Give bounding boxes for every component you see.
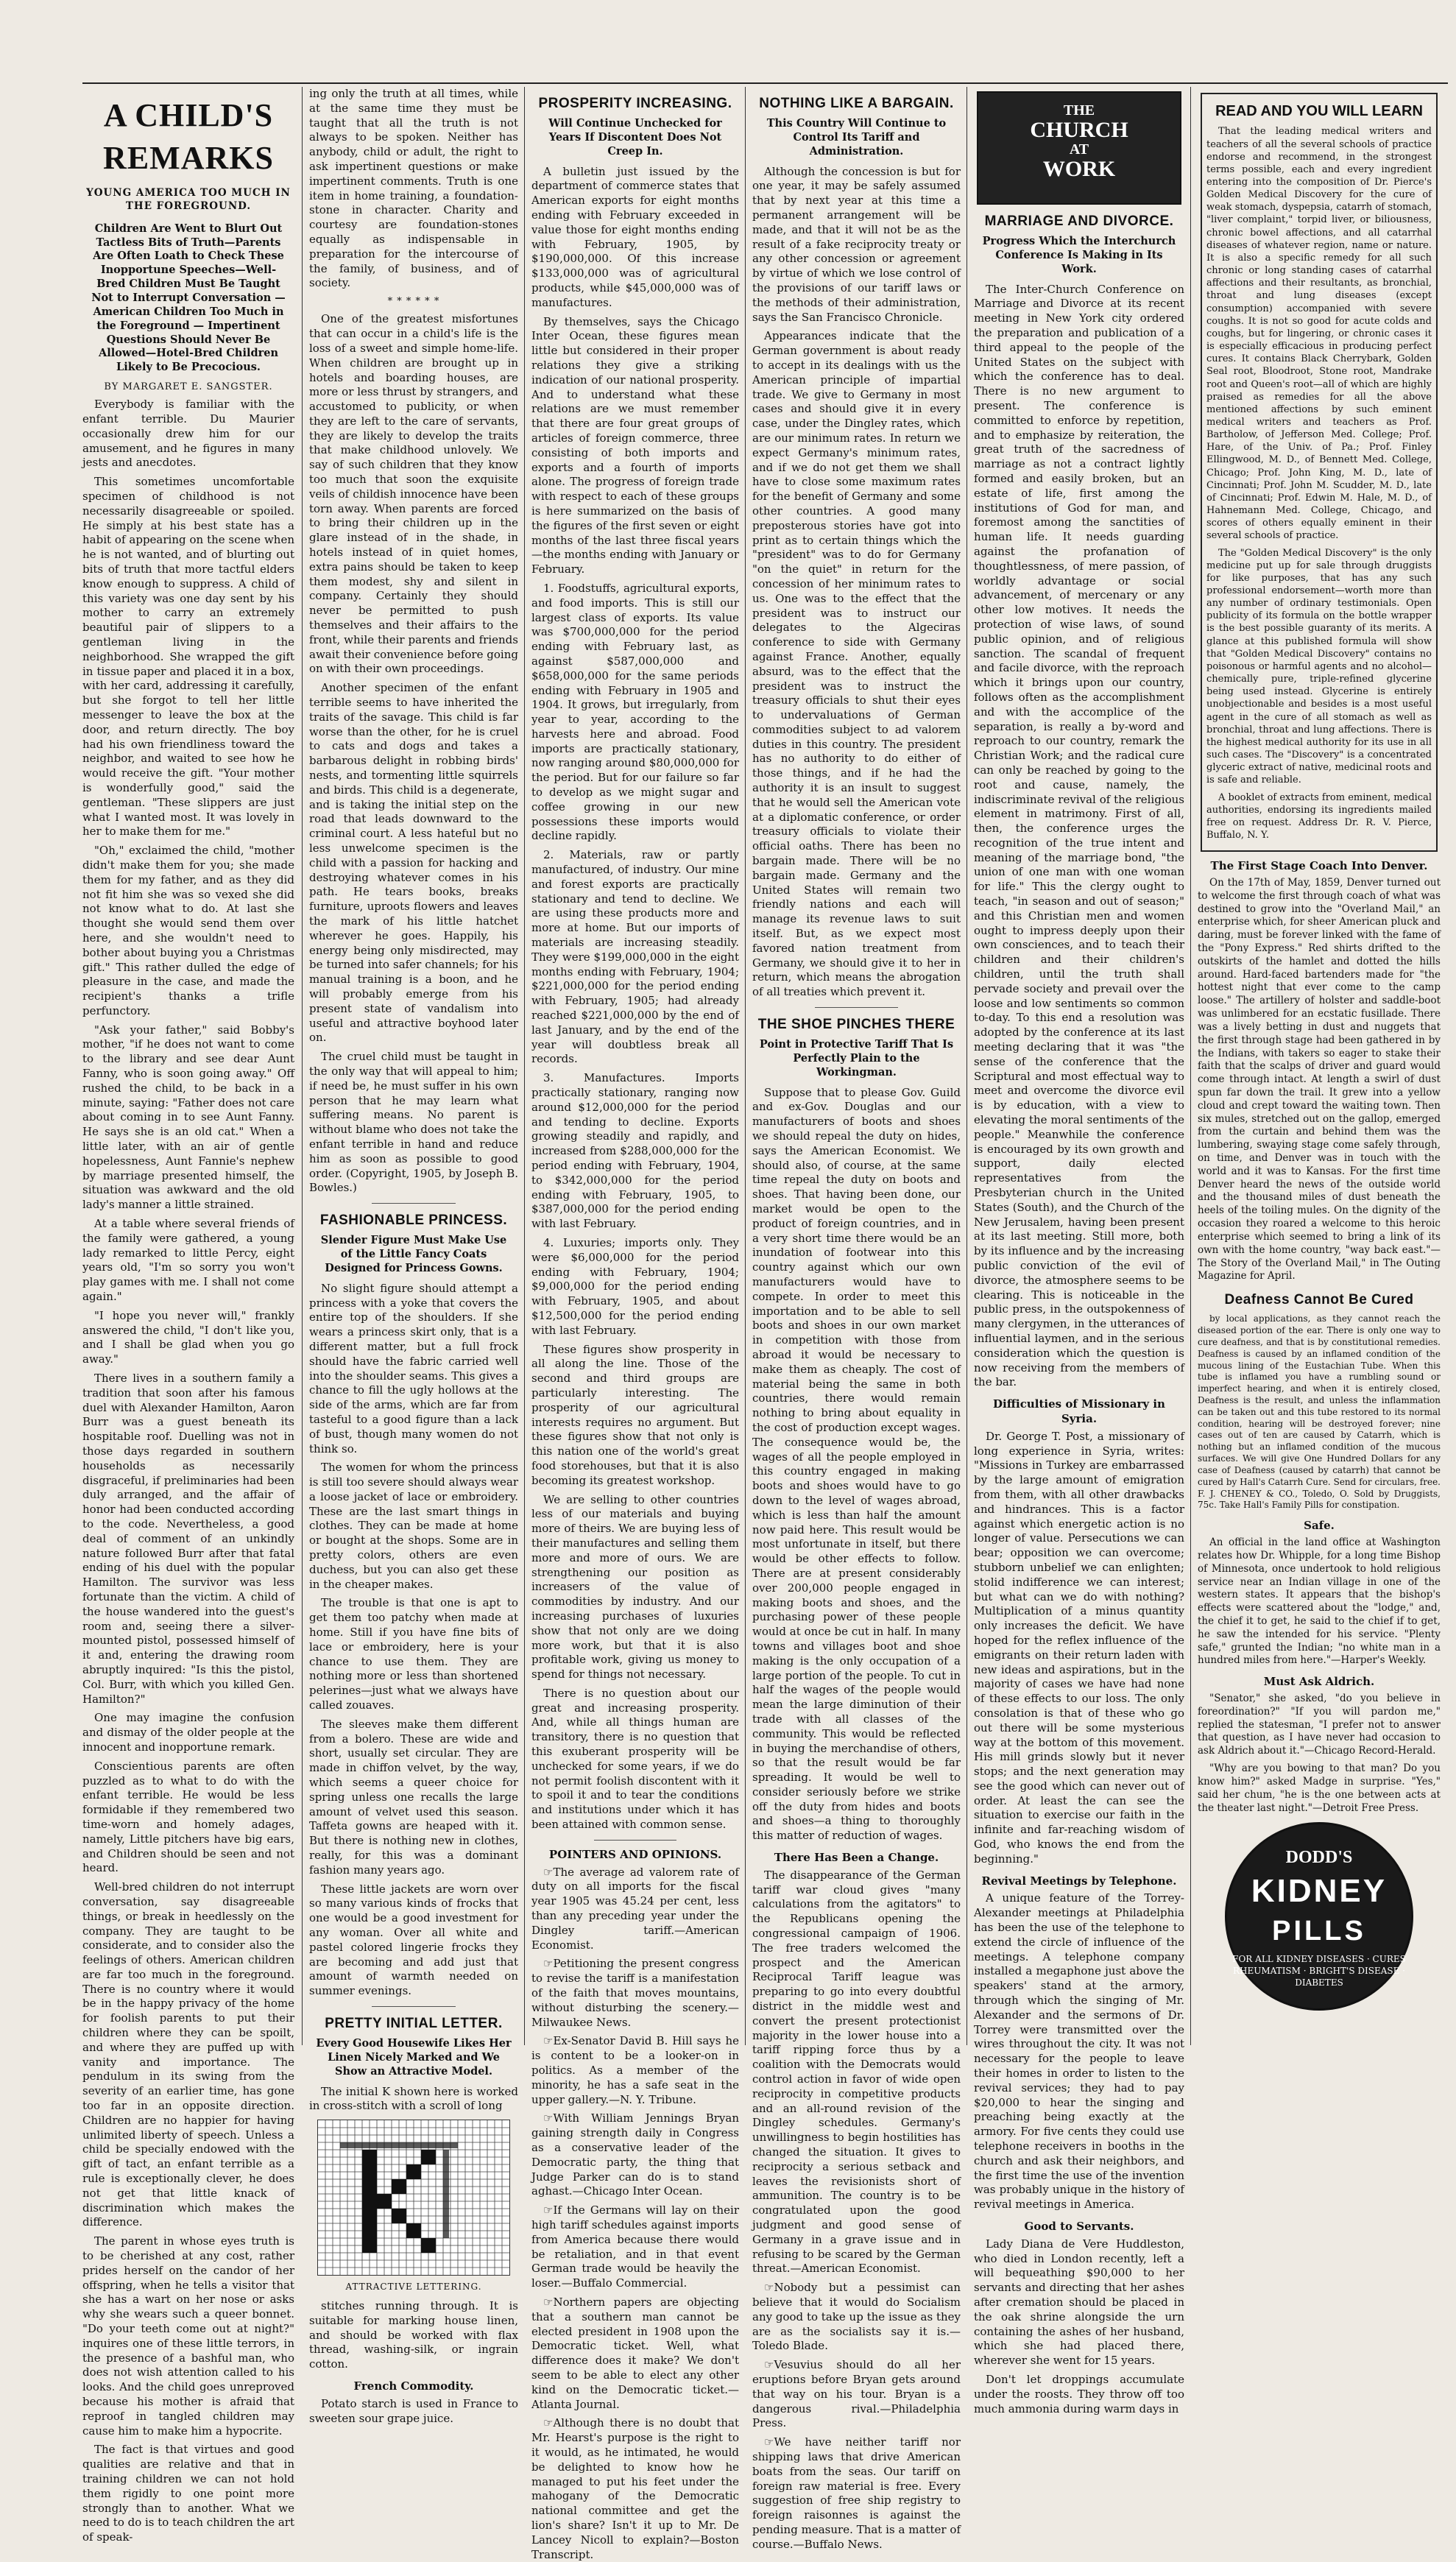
paragraph: There lives in a southern family a tradition that soon after his famous duel with Alexander Hamilton, Aaron Burr was a guest beneath its hospitable roof. Duelling was not in those days regarded in southern households as necessarily disgraceful, if preliminaries had been duly arranged, and the affair of honor had been conducted according to the code. Nevertheless, a good deal of comment of an unkindly nature followed Burr after that fatal ending of his duel with the popular Hamilton. The survivor was less fortunate than the victim. A child of the house wandered into the guest's room and, seeing there a silver-mounted pistol, possessed himself of it and, entering the drawing room abruptly inquired: "Is this the pistol, Col. Burr, with which you killed Gen. Hamilton?"	[82, 1372, 294, 1706]
paragraph: "I hope you never will," frankly answered the child, "I don't like you, and I shall be glad when you go away."	[82, 1308, 294, 1366]
letter-headline: PRETTY INITIAL LETTER.	[325, 2015, 503, 2031]
pointers-headline: POINTERS AND OPINIONS.	[548, 1847, 722, 1861]
fashion-headline: FASHIONABLE PRINCESS.	[319, 1213, 508, 1229]
column-2	[309, 87, 518, 2425]
paragraph: No slight figure should attempt a princess with a yoke that covers the entire top of the shoulders. If she wears a princess skirt only, that is a different matter, but a full frock should have the fabric carried well into the shoulder seams. This gives a chance to fill the ugly hollows at the side of the arms, which are far from tasteful to a good figure than a lack of bust, though many women do not think so.	[309, 1281, 518, 1455]
cross-stitch-grid	[318, 2120, 509, 2275]
banner-work: WORK	[1042, 156, 1116, 181]
paragraph: The trouble is that one is apt to get them too patchy when made at home. Still if you have fine bits of lace or embroidery, here is your chance to use them. They are nothing more or less than shortened pelerines—just what we always have called zouaves.	[309, 1596, 518, 1712]
article-byline: BY MARGARET E. SANGSTER.	[104, 381, 273, 393]
paragraph: This sometimes uncomfortable specimen of childhood is not necessarily disagreeable or spoiled. He simply at his best state has a habit of appearing on the scene when he is not wanted, and of blurting out bits of truth that more tactful elders know enough to suppress. A child of this variety was one day sent by his mother to carry an extremely beautiful pair of slippers to a gentleman living in the neighborhood. She wrapped the gift in tissue paper and placed it in a box, with her card, addressing it carefully, but she forgot to tell her little messenger to leave the box at the door, and return directly. The boy had his own friendliness toward the neighbor, and waited to see how he would receive the gift. "Your mother is wonderfully good," said the gentleman. "These slippers are just what I wanted most. It was lovely in her to make them for me."	[82, 475, 294, 839]
newspaper-page	[82, 87, 1448, 2561]
column-3	[531, 87, 739, 2561]
deafness-headline: Deafness Cannot Be Cured	[1224, 1292, 1414, 1308]
church-at-work-banner	[977, 91, 1181, 205]
paragraph: The initial K shown here is worked in cross-stitch with a scroll of long	[309, 2084, 518, 2113]
letter-deck: Every Good Housewife Likes Her Linen Nicely Marked and We Show an Attractive Model.	[316, 2037, 512, 2078]
column-1	[82, 87, 294, 2544]
paragraph: ☞If the Germans will lay on their high tariff schedules against imports from America because there would be retaliation, and in that event German trade would be heavily the loser.—Buffalo Commercial.	[531, 2203, 739, 2290]
divider	[594, 1840, 677, 1841]
paragraph: ☞Northern papers are objecting that a southern man cannot be elected president in 1908 upon the Democratic ticket. Well, what difference does it make? We don't seem to be able to elect any other kind on the Democratic ticket.—Atlanta Journal.	[531, 2295, 739, 2411]
fashion-deck: Slender Figure Must Make Use of the Little Fancy Coats Designed for Princess Gowns.	[320, 1234, 507, 1274]
change-headline: There Has Been a Change.	[774, 1851, 939, 1865]
banner-lettering	[978, 93, 1180, 180]
paragraph: "Why are you bowing to that man? Do you know him?" asked Madge in surprise. "Yes," said her chum, "he is the one between acts at the theater last night."—Detroit Free Press.	[1198, 1762, 1441, 1814]
paragraph: ☞The average ad valorem rate of duty on all imports for the fiscal year 1905 was 45.24 per cent, less than any preceding year under the Dingley tariff.—American Economist.	[531, 1865, 739, 1952]
paragraph: ☞Ex-Senator David B. Hill says he is content to be a looker-on in politics. As a member of the minority, he has a safe seat in the upper gallery.—N. Y. Tribune.	[531, 2034, 739, 2106]
bargain-deck: This Country Will Continue to Control Its Tariff and Administration.	[766, 117, 947, 158]
servants-headline: Good to Servants.	[1024, 2220, 1134, 2233]
shoe-deck: Point in Protective Tariff That Is Perfectly Plain to the Workingman.	[759, 1038, 954, 1079]
ad-paragraph: A booklet of extracts from eminent, medical authorities, endorsing its ingredients mailed free on request. Address Dr. R. V. Pierce, Buffalo, N. Y.	[1206, 791, 1432, 841]
marriage-deck: Progress Which the Interchurch Conference Is Making in Its Work.	[982, 235, 1176, 275]
paragraph: stitches running through. It is suitable for marking house linen, and should be worked with flax thread, washing-silk, or ingrain cotton.	[309, 2299, 518, 2371]
prosperity-headline: PROSPERITY INCREASING.	[538, 96, 732, 111]
pills-brand: DODD'S	[1285, 1848, 1353, 1868]
pills-kidney: KIDNEY	[1251, 1872, 1388, 1909]
banner-the: THE	[1063, 102, 1095, 119]
top-rule	[82, 82, 1448, 84]
paragraph: by local applications, as they cannot reach the diseased portion of the ear. There is only one way to cure deafness, and that is by constitutional remedies. Deafness is caused by an inflamed condition of the mucous lining of the Eustachian Tube. When this tube is inflamed you have a rumbling sound or imperfect hearing, and when it is entirely closed, Deafness is the result, and unless the inflammation can be taken out and this tube restored to its normal condition, hearing will be destroyed forever; nine cases out of ten are caused by Catarrh, which is nothing but an inflamed condition of the mucous surfaces. We will give One Hundred Dollars for any case of Deafness (caused by catarrh) that cannot be cured by Hall's Catarrh Cure. Send for circulars, free. F. J. CHENEY & CO., Toledo, O. Sold by Druggists, 75c. Take Hall's Family Pills for constipation.	[1198, 1313, 1441, 1511]
paragraph: These figures show prosperity in all along the line. Those of the second and third groups are particularly interesting. The prosperity of our agricultural interests requires no argument. But these figures show that not only is this nation one of the world's great food storehouses, but that it is also becoming its greatest workshop.	[531, 1342, 739, 1487]
paragraph: ☞We have neither tariff nor shipping laws that drive American boats from the seas. Our tariff on foreign raw material is free. Every suggestion of free ship registry to foreign raisonnes is against the pending measure. That is a matter of course.—Buffalo News.	[752, 2435, 961, 2551]
column-rule	[966, 87, 967, 2045]
paragraph: Lady Diana de Vere Huddleston, who died in London recently, left a will bequeathing $90,000 to her servants and directing that her ashes after cremation should be placed in the oak shrine alongside the urn containing the ashes of her husband, which she had placed there, wherever she went for 15 years.	[974, 2237, 1184, 2368]
paragraph: The fact is that virtues and good qualities are relative and that in training children we can not hold them rigidly to one point more strongly than to another. What we need to do is to teach children the art of speak-	[82, 2443, 294, 2544]
paragraph: A unique feature of the Torrey-Alexander meetings at Philadelphia has been the use of the telephone to extend the circle of influence of the meetings. A telephone company installed a megaphone just above the speakers' stand at the armory, through which the singing of Mr. Alexander and the sermons of Dr. Torrey were transmitted over the wires throughout the city. It was not necessary for the people to leave their homes in order to listen to the revival services; they had to pay $20,000 to hear the singing and preaching being exactly at the armory. For five cents they could use telephone receivers in booths in the church and ask their neighbors, and the first time the use of the invention was probably unique in the history of revival meetings in America.	[974, 1891, 1184, 2212]
shoe-headline: THE SHOE PINCHES THERE	[757, 1017, 955, 1033]
column-rule	[524, 87, 525, 2045]
paragraph: ☞With William Jennings Bryan gaining strength daily in Congress as a conservative leader of the Democratic party, the thing that Judge Parker can do is to stand aghast.—Chicago Inter Ocean.	[531, 2111, 739, 2198]
paragraph: Another specimen of the enfant terrible seems to have inherited the traits of the savage. This child is far worse than the other, for he is cruel to cats and dogs and takes a barbarous delight in robbing birds' nests, and tormenting little squirrels and birds. This child is a degenerate, and is taking the initial step on the road that leads downward to the criminal court. A less hateful but no less unwelcome specimen is the child with a passion for hacking and destroying whatever comes in his path. He tears books, breaks furniture, uproots flowers and leaves the mark of his little hatchet wherever he goes. Happily, his energy being only misdirected, may be turned into safer channels; for his manual training is a boon, and he will probably emerge from his present state of vandalism into useful and attractive boyhood later on.	[309, 681, 518, 1045]
column-5	[974, 87, 1184, 2415]
paragraph: ☞Vesuvius should do all her eruptions before Bryan gets around that way on his tour. Bryan is a dangerous rival.—Philadelphia Press.	[752, 2358, 961, 2430]
column-rule	[302, 87, 303, 2045]
figure-caption: ATTRACTIVE LETTERING.	[345, 2282, 482, 2293]
column-6	[1198, 87, 1441, 2045]
paragraph: "Oh," exclaimed the child, "mother didn't make them for you; she made them for my father, and as they did not fit him she was so vexed she did not know what to do. At last she thought she would send them over here, and she wouldn't need to bother about buying you a Christmas gift." This rather dulled the edge of pleasure in the case, and made the recipient's thanks a trifle perfunctory.	[82, 844, 294, 1017]
ad-paragraph: The "Golden Medical Discovery" is the only medicine put up for sale through druggists for like purposes, that has any such professional endorsement—worth more than any number of ordinary testimonials. Open publicity of its formula on the bottle wrapper is the best possible guaranty of its merits. A glance at this published formula will show that "Golden Medical Discovery" contains no poisonous or harmful agents and no alcohol—chemically pure, triple-refined glycerine being used instead. Glycerine is entirely unobjectionable and besides is a most useful agent in the cure of all stomach as well as bronchial, throat and lung affections. There is the highest medical authority for its use in all such cases. The "Discovery" is a concentrated glyceric extract of native, medicinal roots and is safe and reliable.	[1206, 547, 1432, 786]
paragraph: Dr. George T. Post, a missionary of long experience in Syria, writes: "Missions in Turkey are embarrassed by the large amount of emigration from them, with all other drawbacks and hindrances. This is a factor against which energetic action is no longer of value. Persecutions we can bear; opposition we can overcome; stubborn unbelief we can enlighten; stolid indifference we can interest; but what can we do with nothing? Multiplication of a minus quantity only increases the deficit. We have hoped for the reflex influence of the emigrants on their return laden with new ideas and aspirations, but in the majority of cases we have had none of these effects to our loss. The only consolation is that of these who go out there will be some mysterious way at the bottom of this movement. His mill grinds slowly but it never stops; and the next generation may see the good which can never out of order. At least the can see the situation to exercise our faith in the infinite and far-reaching wisdom of God, who knows the end from the beginning."	[974, 1429, 1184, 1866]
paragraph: A bulletin just issued by the department of commerce states that American exports for eight months ending with February exceeded in value those for eight months ending with February, 1905, by $190,000,000. Of this increase $133,000,000 was of agricultural products, while $45,000,000 was of manufactures.	[531, 164, 739, 309]
article-deck: Children Are Went to Blurt Out Tactless Bits of Truth—Parents Are Often Loath to Check These Inopportune Speeches—Well-Bred Children Must Be Taught Not to Interrupt Conversation — American Children Too Much in the Foreground — Impertinent Questions Should Never Be Allowed—Hotel-Bred Children Likely to Be Precocious.	[91, 222, 286, 374]
paragraph: By themselves, says the Chicago Inter Ocean, these figures mean little but considered in their proper relations they give a striking indication of our national prosperity. And to understand what these relations are we must remember that there are four great groups of articles of foreign commerce, three consisting of both imports and exports and a fourth of imports alone. The progress of foreign trade with respect to each of these groups is here summarized on the basis of the figures of the first seven or eight months of the last three fiscal years—the months ending with January or February.	[531, 314, 739, 576]
safe-headline: Safe.	[1304, 1519, 1335, 1533]
french-commodity-headline: French Commodity.	[353, 2379, 474, 2393]
paragraph: An official in the land office at Washington relates how Dr. Whipple, for a long time Bishop of Minnesota, once undertook to hold religious service near an Indian village in one of the western states. It appears that the bishop's effects were scattered about the "lodge," and, the chief it to get, he said to the chief if to get, he saw the intended for his service. "Plenty safe," grunted the Indian; "no white man in a hundred miles from here."—Harper's Weekly.	[1198, 1536, 1441, 1667]
paragraph: The women for whom the princess is still too severe should always wear a loose jacket of lace or embroidery. These are the last smart things in clothes. They can be made at home or bought at the shops. Some are in pretty colors, others are even duchess, but you can also get these in the cheaper makes.	[309, 1461, 518, 1591]
paragraph: The parent in whose eyes truth is to be cherished at any cost, rather prides herself on the candor of her offspring, when he tells a visitor that she has a wart on her nose or asks why she wears such a queer bonnet. "Do your teeth come out at night?" inquires one of these little terrors, in the presence of a bashful man, who does not wish attention called to his looks. And the child goes unreproved because his mother is afraid that reproof in tangled children may cause him to make him a hypocrite.	[82, 2234, 294, 2438]
stage-headline: The First Stage Coach Into Denver.	[1210, 859, 1428, 873]
paragraph: 1. Foodstuffs, agricultural exports, and food imports. This is still our largest class of exports. Its value was $700,000,000 for the period ending with February last, as against $587,000,000 and $658,000,000 for the same periods ending with February in 1905 and 1904. It grows, but irregularly, from year to year, according to the harvests here and abroad. Food imports are practically stationary, now ranging around $80,000,000 for the period. But for our failure so far to develop as we might sugar and coffee growing in our new possessions these imports would decline rapidly.	[531, 581, 739, 843]
cross-stitch-letter-illustration	[317, 2120, 510, 2276]
divider	[372, 2006, 456, 2007]
paragraph: At a table where several friends of the family were gathered, a young lady remarked to little Percy, eight years old, "I'm so sorry you won't play games with me. I shall not come again."	[82, 1217, 294, 1304]
divider	[815, 1007, 898, 1008]
paragraph: Suppose that to please Gov. Guild and ex-Gov. Douglas and our manufacturers of boots and shoes we should repeal the duty on hides, says the American Economist. We should also, of course, at the same time repeal the duty on boots and shoes. That having been done, our market would be open to the product of foreign countries, and in a very short time there would be an inundation of footwear into this country against which our own manufacturers would have to compete. In order to meet this importation and to be able to sell boots and shoes in our own market in competition with those from abroad it would be necessary to make them as cheaply. The cost of material being the same in both countries, there would remain nothing to bring about equality in the cost of production except wages. The consequence would be, the wages of all the people employed in this country engaged in making boots and shoes would have to go down to the level of wages abroad, which is less than half the amount now paid here. This result would be most unfortunate in itself, but there would be other effects to follow. There are at present considerably over 200,000 people engaged in making boots and shoes, and the purchasing power of these people would at once be cut in half. In many towns and villages boot and shoe making is the only occupation of a large portion of the people. To cut in half the wages of the people would mean the large diminution of their trade with all classes of the community. This would be reflected in buying the merchandise of others, so that the result would be far spreading. It would be well to consider seriously before we strike off the duty from hides and boots and shoes—a thing to thoroughly this matter of reduction of wages.	[752, 1085, 961, 1843]
paragraph: One may imagine the confusion and dismay of the older people at the innocent and inopportune remark.	[82, 1711, 294, 1754]
paragraph: Although the concession is but for one year, it may be safely assumed that by next year at this time a permanent arrangement will be made, and that it will not be as the result of a fake reciprocity treaty or any other concession or agreement by virtue of which we lose control of the provisions of our tariff laws or the methods of their administration, says the San Francisco Chronicle.	[752, 164, 961, 324]
banner-at: AT	[1069, 141, 1089, 158]
paragraph: The disappearance of the German tariff war cloud gives "many calculations from the agitators" to the Republicans opening the congressional campaign of 1906. The free traders welcomed the prospect and the American Reciprocal Tariff league was preparing to go into every doubtful district in the middle west and convert the present protectionist majority in the lower house into a tariff ripping force thus by a coalition with the Democrats would control action in favor of wide open reciprocity in competitive products and an all-round revision of the Dingley schedules. Germany's unwillingness to begin hostilities has changed the situation. It gives to reciprocity a serious setback and leaves the revisionists short of ammunition. The country is to be congratulated upon the good judgment and good sense of Germany in a grave issue and in refusing to be scared by the German threat.—American Economist.	[752, 1868, 961, 2276]
column-4	[752, 87, 961, 2551]
pierce-advertisement	[1201, 93, 1438, 852]
paragraph: The sleeves make them different from a bolero. These are wide and short, usually set circular. They are made in chiffon velvet, by the way, which seems a queer choice for spring unless one recalls the large amount of velvet used this season. Taffeta gowns are heaped with it. But there is nothing new in clothes, really, for this was a dominant fashion many years ago.	[309, 1717, 518, 1877]
article-title: A CHILD'S REMARKS	[103, 97, 274, 177]
paragraph: "Ask your father," said Bobby's mother, "if he does not want to come to the library and see dear Aunt Fanny, who is soon going away." Off rushed the child, to be back in a minute, saying: "Father does not care about coming in to see Aunt Fanny. He says she is an old cat." When a little later, with an air of gentle hopelessness, Aunt Fannie's nephew by marriage presented himself, the situation was awkward and the old lady's manner a little strained.	[82, 1023, 294, 1212]
ad-paragraph: That the leading medical writers and teachers of all the several schools of practice endorse and recommend, in the strongest terms possible, each and every ingredient entering into the composition of Dr. Pierce's Golden Medical Discovery for the cure of weak stomach, dyspepsia, catarrh of stomach, "liver complaint," torpid liver, or biliousness, chronic bowel affections, and all catarrhal diseases of whatever region, name or nature. It is also a specific remedy for all such chronic or long standing cases of catarrhal affections and their resultants, as bronchial, throat and lung diseases (except consumption) accompanied with severe coughs. It is not so good for acute colds and coughs, but for lingering, or chronic cases it is especially efficacious in producing perfect cures. It contains Black Cherrybark, Golden Seal root, Bloodroot, Stone root, Mandrake root and Queen's root—all of which are highly praised as remedies for all the above mentioned affections by such eminent medical writers and teachers as Prof. Bartholow, of Jefferson Med. College; Prof. Hare, of the Univ. of Pa.; Prof. Finley Ellingwood, M. D., of Bennett Med. College, Chicago; Prof. John King, M. D., late of Cincinnati; Prof. John M. Scudder, M. D., late of Cincinnati; Prof. Edwin M. Hale, M. D., of Hahnemann Med. College, Chicago, and scores of others equally eminent in their several schools of practice.	[1206, 126, 1432, 542]
paragraph: 3. Manufactures. Imports practically stationary, ranging now around $12,000,000 for the period and tending to decline. Exports growing steadily and rapidly, and increased from $288,000,000 for the period ending with February, 1904, to $342,000,000 for the period ending with February, 1905, to $387,000,000 for the period ending with last February.	[531, 1071, 739, 1231]
column-rule	[1190, 87, 1191, 2045]
paragraph: On the 17th of May, 1859, Denver turned out to welcome the first through coach of what was destined to grow into the "Overland Mail," an enterprise which, for sheer American pluck and daring, must be forever linked with the fame of the "Pony Express." Red shirts drifted to the outskirts of the hamlet and dotted the hills around. Hard-faced bartenders made for "the hottest night that ever come to the camp loose." The artillery of holster and saddle-boot was unlimbered for an ecstatic fusillade. There was a lively betting in dust and nuggets that the first through stage had been gathered in by the Indians, with takers so eager to stake their faith that the scalps of driver and guard would come through intact. At length a swirl of dust spun far down the trail. It grew into a yellow cloud and crept toward the waiting town. Then six mules, stretched out on the gallop, emerged from the curtain and behind them was the lumbering, swaying stage come safely through, on time, and Denver was in touch with the world and it was to Kansas. For the first time Denver heard the news of the outside world and the thousand miles of dust beneath the heels of the toiling mules. On the dignity of the occasion they roared a welcome to this heroic enterprise which seemed to bring a link of its own with the home country, "way back east."—The Story of the Overland Mail," in The Outing Magazine for April.	[1198, 876, 1441, 1282]
column-rule	[745, 87, 746, 2045]
paragraph: One of the greatest misfortunes that can occur in a child's life is the loss of a sweet and simple home-life. When children are brought up in hotels and boarding houses, are more or less thrust by strangers, and accustomed to publicity, or when they are left to the care of servants, they are likely to develop the traits that make childhood unlovely. We say of such children that they know too much that soon the exquisite veils of childish innocence have been torn away. When parents are forced to bring their children up in the glare instead of in the shade, in hotels instead of in quiet homes, extra pains should be taken to keep them modest, shy and silent in company. Certainly they should never be permitted to push themselves and their affairs to the front, while their parents and friends await their convenience before going on with their own proceedings.	[309, 312, 518, 676]
pills-claims: FOR ALL KIDNEY DISEASES · CURES RHEUMATISM · BRIGHT'S DISEASE · DIABETES	[1232, 1954, 1406, 1988]
paragraph: Appearances indicate that the German government is about ready to accept in its dealings with us the American principle of impartial trade. We give to Germany in most cases and should give it in every case, under the Dingley rates, which are our minimum rates. In return we expect Germany's minimum rates, and if we do not get them we shall have to close some maximum rates for the benefit of Germany and some other countries. A good many preposterous stories have got into print as to certain things which the "president" was to do for Germany "on the quiet" in return for the concession of her minimum rates to us. One was to the effect that the president was to instruct our delegates to the Algeciras conference to side with Germany against France. Another, equally absurd, was to the effect that the president was to instruct the treasury officials to shut their eyes to undervaluations of German commodities subject to ad valorem duties in this country. The president has no authority to do either of those things, and if he had the authority it is an insult to suggest that he would sell the American vote at a diplomatic conference, or order treasury officials to violate their official oaths. There has been no bargain made. There will be no bargain made. Germany and the United States will remain two friendly nations and each will manage its revenue laws to suit itself. But, as we expect most favored nation treatment from Germany, we should give it to her in return, which means the abrogation of all treaties which prevent it.	[752, 329, 961, 999]
section-separator: * * * * * *	[387, 296, 440, 308]
bargain-headline: NOTHING LIKE A BARGAIN.	[759, 96, 954, 111]
prosperity-deck: Will Continue Unchecked for Years If Discontent Does Not Creep In.	[548, 117, 722, 158]
aldrich-headline: Must Ask Aldrich.	[1263, 1675, 1375, 1689]
banner-church: CHURCH	[1030, 118, 1128, 142]
paragraph: 2. Materials, raw or partly manufactured, of industry. Our mine and forest exports are practically stationary and tend to decline. We are using these products more and more at home. But our imports of materials are increasing steadily. They were $199,000,000 in the eight months ending with February, 1904; $221,000,000 for the period ending with February, 1905; had already reached $221,000,000 by the end of last January, and by the end of the year will doubtless break all records.	[531, 848, 739, 1066]
paragraph: The cruel child must be taught in the only way that will appeal to him; if need be, he must suffer in his own person that he may learn what suffering means. No parent is without blame who does not take the enfant terrible in hand and reduce him as soon as possible to good order. (Copyright, 1905, by Joseph B. Bowles.)	[309, 1050, 518, 1195]
paragraph: Potato starch is used in France to sweeten sour grape juice.	[309, 2396, 518, 2425]
ad-title: READ AND YOU WILL LEARN	[1215, 103, 1423, 119]
paragraph: 4. Luxuries; imports only. They were $6,000,000 for the period ending with February, 1904; $9,000,000 for the period ending with February, 1905, and about $12,500,000 for the period ending with last February.	[531, 1235, 739, 1337]
paragraph: ing only the truth at all times, while at the same time they must be taught that all the truth is not always to be spoken. Neither has anybody, child or adult, the right to ask impertinent questions or make impertinent comments. Truth is one item in home training, a foundation-stone in character. Charity and courtesy are foundation-stones equally as indispensable in preparation for the intercourse of the family, of business, and of society.	[309, 87, 518, 290]
paragraph: ☞Nobody but a pessimist can believe that it would do Socialism any good to take up the issue as they are as the socialists say it is.—Toledo Blade.	[752, 2281, 961, 2353]
paragraph: Conscientious parents are often puzzled as to what to do with the enfant terrible. He would be less formidable if they remembered two time-worn and homely adages, namely, Little pitchers have big ears, and Children should be seen and not heard.	[82, 1759, 294, 1875]
marriage-headline: MARRIAGE AND DIVORCE.	[984, 214, 1174, 229]
dodds-kidney-pills-ad	[1225, 1822, 1413, 2011]
paragraph: Everybody is familiar with the enfant terrible. Du Maurier occasionally drew him for our amusement, and he figures in many jests and anecdotes.	[82, 398, 294, 470]
paragraph: There is no question about our great and increasing prosperity. And, while all things human are transitory, there is no question that this exuberant prosperity will be unchecked for some years, if we do not permit foolish discontent with it to spoil it and to tear the conditions and institutions under which it has been attained with common sense.	[531, 1686, 739, 1832]
article-subtitle: YOUNG AMERICA TOO MUCH IN THE FOREGROUND.	[86, 187, 291, 212]
paragraph: ☞Petitioning the present congress to revise the tariff is a manifestation of the faith that moves mountains, without disturbing the scenery.—Milwaukee News.	[531, 1957, 739, 2029]
paragraph: We are selling to other countries less of our materials and buying more of theirs. We are buying less of their manufactures and selling them more and more of ours. We are strengthening our position as increasers of the value of commodities by industry. And our increasing purchases of luxuries show that not only are we doing more work, but that it is also profitable work, giving us money to spend for things not necessary.	[531, 1492, 739, 1681]
paragraph: These little jackets are worn over so many various kinds of frocks that one would be a good investment for any woman. Over all white and pastel colored lingerie frocks they are becoming and add just that amount of warmth needed on summer evenings.	[309, 1882, 518, 1998]
syria-headline: Difficulties of Missionary in Syria.	[993, 1397, 1165, 1425]
paragraph: Well-bred children do not interrupt conversation, say disagreeable things, or break in heedlessly on the company. They are taught to be considerate, and to consider also the feelings of others. American children are far too much in the foreground. There is no country where it would be in the happy privacy of the home for foolish parents to put their children where they can be spoilt, and where they are puffed up with vanity and importance. The pendulum in its swing from the severity of an earlier time, has gone too far in an opposite direction. Children are no happier for having unlimited liberty of speech. Unless a child be specially endowed with the gift of tact, an enfant terrible as a rule is exceptionally clever, he does not get that little knack of discrimination which makes the difference.	[82, 1880, 294, 2229]
pills-pills: PILLS	[1272, 1916, 1366, 1947]
paragraph: "Senator," she asked, "do you believe in foreordination?" "If you will pardon me," replied the statesman, "I prefer not to answer that question, as I have never had occasion to ask Aldrich about it."—Chicago Record-Herald.	[1198, 1693, 1441, 1757]
paragraph: The Inter-Church Conference on Marriage and Divorce at its recent meeting in New York city ordered the preparation and publication of a third appeal to the people of the United States on the subject with which the conference has to deal. There is no new argument to present. The conference is committed to enforce by repetition, and to emphasize by reiteration, the great truth of the sacredness of marriage as not a contract lightly formed and easily broken, but an estate of life, first among the institutions of God for man, and foremost among the sanctities of human life. It needs guarding against the profanation of thoughtlessness, of mere passion, of worldly advantage or social advancement, of mercenary or any other low motives. It needs the protection of wise laws, of sound public opinion, and of religious sanction. The scandal of frequent and facile divorce, with the reproach which it brings upon our country, follows often as the accomplishment and with the accomplice of the separation, is really a by-word and reproach to our country, remark the Christian Work; and the radical cure can only be reached by going to the root and cause, namely, the indiscriminate revival of the religious element in matrimony. First of all, then, the conference urges the recognition of the true intent and meaning of the marriage bond, "the union of one man with one woman for life." This the clergy ought to teach, "in season and out of season;" and this Christian men and women ought to impress deeply upon their own consciences, and to teach their children and their children's children, until the truth shall pervade society and prevail over the loose and low sentiments so common to-day. To this end a resolution was adopted by the conference at its last meeting declaring that it was "the sense of the conference that the Scriptural and most effectual way to meet and overcome the divorce evil is by education, with a view to elevating the moral sentiments of the people." Meanwhile the conference is encouraged by its own growth and support, daily elected representatives from the Presbyterian church in the United States (South), and the Church of the New Jerusalem, having been present at its last meeting. Still more, both by its influence and by the increasing public conviction of the evil of divorce, the atmosphere seems to be clearing. This is noticeable in the public press, in the outspokenness of many clergymen, in the utterances of influential laymen, and in the serious consideration which the question is now receiving from the members of the bar.	[974, 282, 1184, 1389]
divider	[372, 1203, 456, 1204]
revival-headline: Revival Meetings by Telephone.	[981, 1874, 1177, 1888]
paragraph: ☞Although there is no doubt that Mr. Hearst's purpose is the right to it would, as he intimated, he would be delighted to know how he managed to put his feet under the mahogany of the Democratic national committee and get the lion's share? Isn't it up to Mr. De Lancey Nicoll to explain?—Boston Transcript.	[531, 2416, 739, 2561]
paragraph: Don't let droppings accumulate under the roosts. They throw off too much ammonia during warm days in	[974, 2372, 1184, 2415]
